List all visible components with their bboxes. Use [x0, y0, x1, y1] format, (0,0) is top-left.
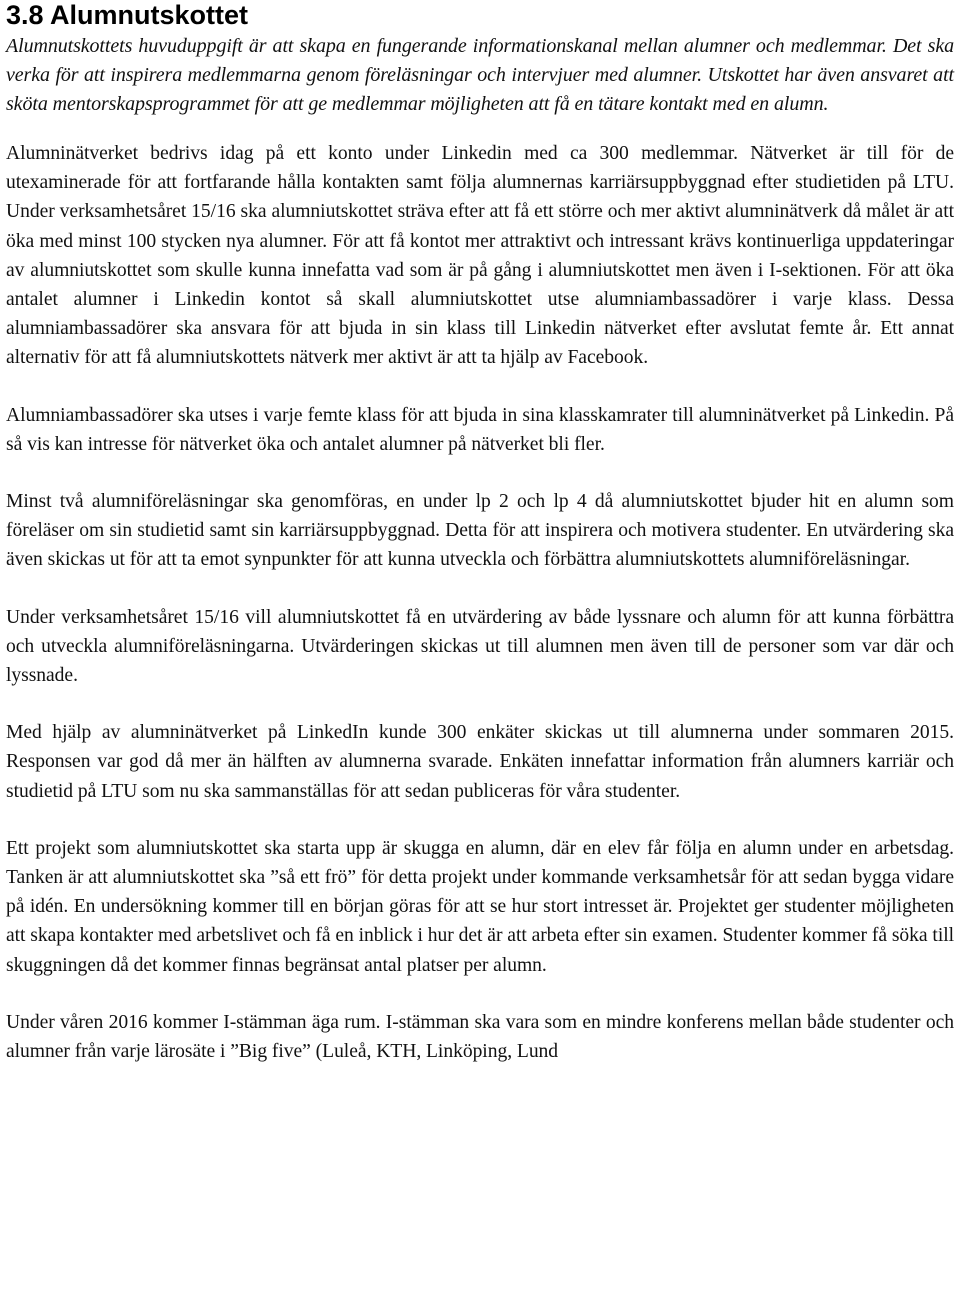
paragraph-i-stamman: Under våren 2016 kommer I-stämman äga rum. I-stämman ska vara som en mindre konferens mellan både studenter och alumner från varje lärosäte i ”Big five” (Luleå, KTH, Linköping, Lund: [6, 1011, 954, 1063]
section-intro: Alumnutskottets huvuduppgift är att skapa en fungerande informationskanal mellan alumner och medlemmar. Det ska verka för att inspirera medlemmarna genom föreläsningar och intervjuer med alumner. Utskottet har även ansvaret att sköta mentorskapsprogrammet för att ge medlemmar möjligheten att få en tätare kontakt med en alumn.: [6, 35, 954, 115]
document-page: [6, 0, 954, 1066]
section-heading: 3.8 Alumnutskottet: [6, 0, 249, 30]
paragraph-survey: Med hjälp av alumninätverket på LinkedIn kunde 300 enkäter skickas ut till alumnerna under sommaren 2015. Responsen var god då mer än hälften av alumnerna svarade. Enkäten innefattar information från alumners karriär och studietid på LTU som nu ska sammanställas för att sedan publiceras för våra studenter.: [6, 722, 954, 802]
paragraph-lectures: Minst två alumniföreläsningar ska genomföras, en under lp 2 och lp 4 då alumniutskottet bjuder hit en alumn som föreläser om sin studietid samt sin karriärsuppbyggnad. Detta för att inspirera och motivera studenter. En utvärdering ska även skickas ut för att ta emot synpunkter för att kunna utveckla och förbättra alumniutskottets alumniföreläsningar.: [6, 491, 954, 571]
paragraph-shadow-project: Ett projekt som alumniutskottet ska starta upp är skugga en alumn, där en elev får följa en alumn under en arbetsdag. Tanken är att alumniutskottet ska ”så ett frö” för detta projekt under kommande verksamhetsår för att sedan bygga vidare på idén. En undersökning kommer till en början göras för att se hur stort intresset är. Projektet ger studenter möjligheten att skapa kontakter med arbetslivet och få en inblick i hur det är att arbeta efter sin examen. Studenter kommer få söka till skuggningen då det kommer finnas begränsat antal platser per alumn.: [6, 837, 954, 976]
paragraph-linkedin-network: Alumninätverket bedrivs idag på ett konto under Linkedin med ca 300 medlemmar. Nätverket är till för de utexaminerade för att fortfarande hålla kontakten samt följa alumnernas karriärsuppbyggnad efter studietiden på LTU. Under verksamhetsåret 15/16 ska alumniutskottet sträva efter att få ett större och mer aktivt alumninätverk då målet är att öka med minst 100 stycken nya alumner. För att få kontot mer attraktivt och intressant krävs kontinuerliga uppdateringar av alumniutskottet som skulle kunna innefatta vad som är på gång i alumniutskottet men även i I-sektionen. För att öka antalet alumner i Linkedin kontot så skall alumniutskottet utse alumniambassadörer i varje klass. Dessa alumniambassadörer ska ansvara för att bjuda in sin klass till Linkedin nätverket efter avslutat femte år. Ett annat alternativ för att få alumniutskottets nätverk mer aktivt är att ta hjälp av Facebook.: [6, 143, 954, 369]
paragraph-ambassadors: Alumniambassadörer ska utses i varje femte klass för att bjuda in sina klasskamrater till alumninätverket på Linkedin. På så vis kan intresse för nätverket öka och antalet alumner på nätverket bli fler.: [6, 404, 954, 455]
paragraph-evaluation: Under verksamhetsåret 15/16 vill alumniutskottet få en utvärdering av både lyssnare och alumn för att kunna förbättra och utveckla alumniföreläsningarna. Utvärderingen skickas ut till alumnen men även till de personer som var där och lyssnade.: [6, 606, 954, 687]
